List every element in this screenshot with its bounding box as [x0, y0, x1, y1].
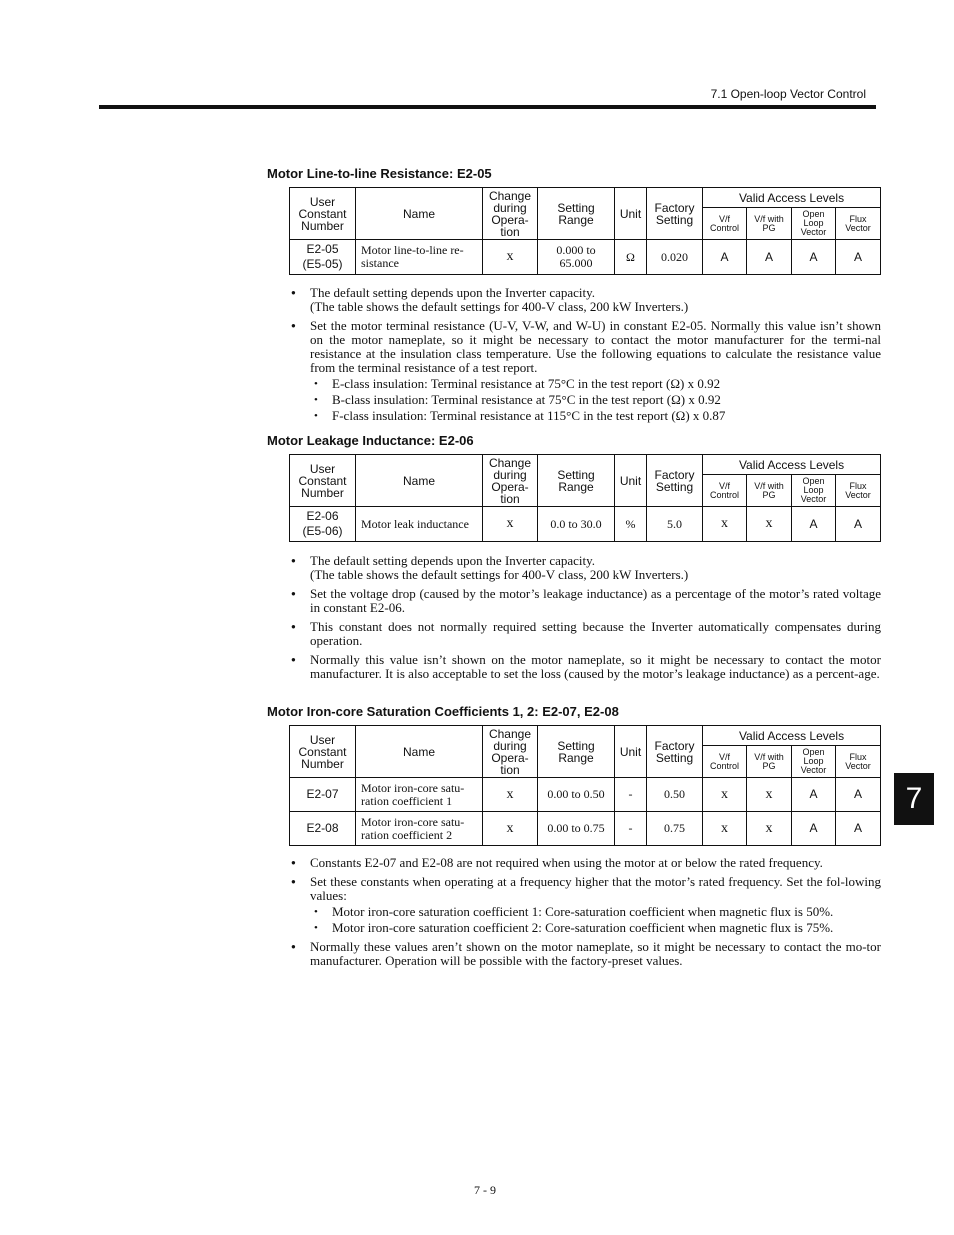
constant-name	[356, 778, 483, 812]
text-line: Setting	[655, 750, 694, 765]
text-line: Valid Access Levels	[738, 457, 845, 472]
section-heading: Motor Line-to-line Resistance: E2-05	[267, 166, 492, 181]
col-vf-with-pg	[747, 208, 792, 240]
access-vf-control: x	[703, 507, 747, 542]
text-line: Change	[488, 726, 532, 741]
text-line: tion	[500, 224, 520, 239]
col-name	[356, 188, 483, 240]
bullet-item	[291, 856, 881, 870]
text-line: Name	[402, 744, 435, 759]
text-line: E2-05	[306, 242, 339, 256]
access-flux-vector: A	[836, 507, 881, 542]
access-vf-control: x	[703, 812, 747, 846]
text-line: Factory	[654, 738, 695, 753]
text-line: Setting	[557, 738, 595, 753]
unit: Ω	[615, 240, 647, 275]
table-row	[290, 507, 881, 542]
constant-number	[290, 812, 356, 846]
unit: -	[615, 812, 647, 846]
text-line: Opera-	[491, 212, 529, 227]
text-line: V/f	[718, 751, 730, 762]
bullet-list	[291, 286, 881, 428]
bullet-item	[291, 319, 881, 423]
col-factory-setting	[647, 188, 703, 240]
col-factory-setting	[647, 726, 703, 778]
col-valid-access-levels	[703, 455, 881, 475]
text-line: Control	[709, 489, 739, 500]
col-valid-access-levels	[703, 726, 881, 746]
text-line: Control	[709, 222, 739, 233]
text-line: Number	[301, 756, 344, 771]
text-line: during	[493, 467, 527, 482]
constant-table	[289, 725, 881, 846]
section-heading: Motor Leakage Inductance: E2-06	[267, 433, 474, 448]
col-vf-with-pg	[747, 746, 792, 778]
sub-bullet-list	[310, 377, 881, 423]
text-line: Loop	[803, 218, 824, 228]
text-line: This constant does not normally required setting because the Inverter automatically compensates during operation.	[310, 619, 881, 648]
text-line: Vector	[845, 489, 871, 500]
access-vf-with-pg: A	[747, 240, 792, 275]
col-factory-setting	[647, 455, 703, 507]
text-line: Vector	[845, 760, 871, 771]
text-line: ration coefficient 1	[361, 793, 453, 808]
page-number: 7 - 9	[474, 1183, 496, 1197]
constant-name	[356, 507, 483, 542]
unit: %	[615, 507, 647, 542]
table-row	[290, 240, 881, 275]
text-line: Constant	[298, 744, 347, 759]
sub-bullet-item: • Motor iron-core saturation coefficient 1: Core-saturation coefficient when magnetic flux is 50%.	[310, 905, 881, 919]
text-line: Name	[402, 473, 435, 488]
text-line: Motor iron-core satu-	[361, 814, 465, 829]
text-line: (E5-05)	[302, 257, 343, 271]
text-line: Unit	[619, 206, 642, 221]
text-line: E2-08	[306, 821, 339, 835]
sub-bullet-item: • Motor iron-core saturation coefficient 2: Core-saturation coefficient when magnetic flux is 75%.	[310, 921, 881, 935]
change-during-operation: x	[483, 812, 538, 846]
text-line: 0.0 to 30.0	[550, 516, 602, 531]
text-line: Setting	[557, 200, 595, 215]
text-line: Flux	[849, 480, 867, 491]
text-line: The default setting depends upon the Inverter capacity.	[310, 285, 596, 300]
text-line: Setting	[557, 467, 595, 482]
text-line: Name	[402, 206, 435, 221]
col-flux-vector	[836, 746, 881, 778]
text-line: during	[493, 200, 527, 215]
col-vf-with-pg	[747, 475, 792, 507]
access-vf-with-pg: x	[747, 812, 792, 846]
text-line: Set the motor terminal resistance (U-V, V-W, and W-U) in constant E2-05. Normally this value isn’t shown on the motor nameplate, so it might be necessary to contact the motor manufacturer for the termi-nal resistance at the insulation class temperature. Use the following equations to calculate the resistance value from the terminal resistance of a test report.	[310, 318, 881, 375]
text-line: Open	[802, 747, 825, 757]
col-vf-control	[703, 208, 747, 240]
text-line: sistance	[361, 256, 399, 270]
constant-number	[290, 240, 356, 275]
col-user-constant-number	[290, 455, 356, 507]
col-valid-access-levels	[703, 188, 881, 208]
text-line: Motor leak inductance	[361, 516, 469, 531]
factory-setting: 0.75	[647, 812, 703, 846]
text-line: Motor line-to-line re-	[361, 243, 464, 257]
text-line: The default setting depends upon the Inverter capacity.	[310, 553, 596, 568]
sub-bullet-item: • E-class insulation: Terminal resistance at 75°C in the test report (Ω) x 0.92	[310, 377, 881, 391]
text-line: Set these constants when operating at a frequency higher that the motor’s rated frequency. Set the fol-lowing values:	[310, 874, 881, 903]
access-open-loop-vector: A	[792, 240, 836, 275]
text-line: V/f with	[754, 480, 784, 491]
access-vf-control: x	[703, 778, 747, 812]
sub-bullet-item: • B-class insulation: Terminal resistance at 75°C in the test report (Ω) x 0.92	[310, 393, 881, 407]
text-line: tion	[500, 491, 520, 506]
constant-name	[356, 240, 483, 275]
text-line: tion	[500, 762, 520, 777]
bullet-item	[291, 286, 881, 314]
text-line: V/f	[718, 213, 730, 224]
section-heading: Motor Iron-core Saturation Coefficients 1, 2: E2-07, E2-08	[267, 704, 619, 719]
text-line: Set the voltage drop (caused by the motor’s leakage inductance) as a percentage of the motor’s rated voltage in constant E2-06.	[310, 586, 881, 615]
text-line: ration coefficient 2	[361, 827, 453, 842]
col-flux-vector	[836, 208, 881, 240]
sub-bullet-list	[310, 905, 881, 935]
text-line: PG	[762, 489, 776, 500]
change-during-operation: x	[483, 778, 538, 812]
col-change-during-operation	[483, 188, 538, 240]
text-line: Motor iron-core satu-	[361, 780, 465, 795]
text-line: Unit	[619, 473, 642, 488]
factory-setting: 0.020	[647, 240, 703, 275]
text-line: Constant	[298, 473, 347, 488]
text-line: V/f	[718, 480, 730, 491]
bullet-item	[291, 587, 881, 615]
text-line: Opera-	[491, 750, 529, 765]
col-setting-range	[538, 726, 615, 778]
text-line: 0.00 to 0.75	[547, 821, 605, 835]
text-line: Normally these values aren’t shown on the motor nameplate, so it might be necessary to contact the mo-tor manufacturer. Operation will be possible with the factory-preset values.	[310, 939, 881, 968]
text-line: E2-07	[306, 787, 339, 801]
bullet-item	[291, 620, 881, 648]
col-open-loop-vector	[792, 475, 836, 507]
col-unit	[615, 455, 647, 507]
text-line: Constants E2-07 and E2-08 are not required when using the motor at or below the rated frequency.	[310, 855, 823, 870]
text-line: Loop	[803, 485, 824, 495]
col-unit	[615, 726, 647, 778]
text-line: Change	[488, 455, 532, 470]
chapter-tab: 7	[894, 773, 934, 825]
text-line: during	[493, 738, 527, 753]
text-line: Open	[802, 476, 825, 486]
running-header: 7.1 Open-loop Vector Control	[710, 87, 866, 101]
bullet-item	[291, 940, 881, 968]
table-row	[290, 812, 881, 846]
text-line: PG	[762, 222, 776, 233]
text-line: Setting	[655, 212, 694, 227]
text-line: Valid Access Levels	[738, 190, 845, 205]
text-line: Flux	[849, 751, 867, 762]
text-line: Range	[558, 750, 594, 765]
col-vf-control	[703, 746, 747, 778]
text-line: Opera-	[491, 479, 529, 494]
constant-name	[356, 812, 483, 846]
text-line: Flux	[849, 213, 867, 224]
access-vf-control: A	[703, 240, 747, 275]
access-vf-with-pg: x	[747, 507, 792, 542]
text-line: V/f with	[754, 213, 784, 224]
constant-number	[290, 778, 356, 812]
text-line: 65.000	[559, 256, 593, 270]
text-line: Constant	[298, 206, 347, 221]
text-line: Factory	[654, 200, 695, 215]
text-line: Valid Access Levels	[738, 728, 845, 743]
text-line: Factory	[654, 467, 695, 482]
text-line: 0.000 to	[556, 243, 596, 257]
text-line: Normally this value isn’t shown on the motor nameplate, so it might be necessary to contact the motor manufacturer. It is also acceptable to set the loss (caused by the motor’s leakage inductance) as a percent-age.	[310, 652, 881, 681]
col-open-loop-vector	[792, 746, 836, 778]
bullet-item	[291, 875, 881, 935]
setting-range	[538, 778, 615, 812]
access-open-loop-vector: A	[792, 778, 836, 812]
access-open-loop-vector: A	[792, 812, 836, 846]
text-line: Change	[488, 188, 532, 203]
access-flux-vector: A	[836, 778, 881, 812]
text-line: Loop	[803, 756, 824, 766]
col-setting-range	[538, 455, 615, 507]
change-during-operation: x	[483, 240, 538, 275]
bullet-list	[291, 554, 881, 686]
text-line: Control	[709, 760, 739, 771]
factory-setting: 0.50	[647, 778, 703, 812]
col-unit	[615, 188, 647, 240]
access-vf-with-pg: x	[747, 778, 792, 812]
constant-number	[290, 507, 356, 542]
bullet-list	[291, 856, 881, 973]
unit: -	[615, 778, 647, 812]
access-open-loop-vector: A	[792, 507, 836, 542]
text-line: 0.00 to 0.50	[547, 787, 605, 801]
constant-table	[289, 454, 881, 542]
bullet-item	[291, 653, 881, 681]
text-line: Vector	[845, 222, 871, 233]
setting-range	[538, 240, 615, 275]
text-line: PG	[762, 760, 776, 771]
text-line: Number	[301, 218, 344, 233]
text-line: Unit	[619, 744, 642, 759]
text-line: E2-06	[306, 509, 339, 523]
factory-setting: 5.0	[647, 507, 703, 542]
table-row	[290, 778, 881, 812]
col-setting-range	[538, 188, 615, 240]
text-line: Number	[301, 485, 344, 500]
change-during-operation: x	[483, 507, 538, 542]
text-line: Range	[558, 212, 594, 227]
text-line: Vector	[800, 227, 827, 237]
col-vf-control	[703, 475, 747, 507]
col-change-during-operation	[483, 455, 538, 507]
text-line: Range	[558, 479, 594, 494]
text-line: User	[309, 732, 336, 747]
bullet-item	[291, 554, 881, 582]
text-line: V/f with	[754, 751, 784, 762]
col-flux-vector	[836, 475, 881, 507]
col-open-loop-vector	[792, 208, 836, 240]
constant-table	[289, 187, 881, 275]
sub-bullet-item: • F-class insulation: Terminal resistance at 115°C in the test report (Ω) x 0.87	[310, 409, 881, 423]
col-change-during-operation	[483, 726, 538, 778]
col-user-constant-number	[290, 726, 356, 778]
text-line: Open	[802, 209, 825, 219]
access-flux-vector: A	[836, 812, 881, 846]
text-line: Vector	[800, 765, 827, 775]
access-flux-vector: A	[836, 240, 881, 275]
col-user-constant-number	[290, 188, 356, 240]
header-rule	[99, 105, 876, 109]
col-name	[356, 455, 483, 507]
text-line: (The table shows the default settings for 400-V class, 200 kW Inverters.)	[310, 567, 689, 582]
text-line: Vector	[800, 494, 827, 504]
text-line: User	[309, 461, 336, 476]
text-line: User	[309, 194, 336, 209]
setting-range	[538, 507, 615, 542]
setting-range	[538, 812, 615, 846]
text-line: Setting	[655, 479, 694, 494]
col-name	[356, 726, 483, 778]
text-line: (The table shows the default settings for 400-V class, 200 kW Inverters.)	[310, 299, 689, 314]
text-line: (E5-06)	[302, 524, 343, 538]
